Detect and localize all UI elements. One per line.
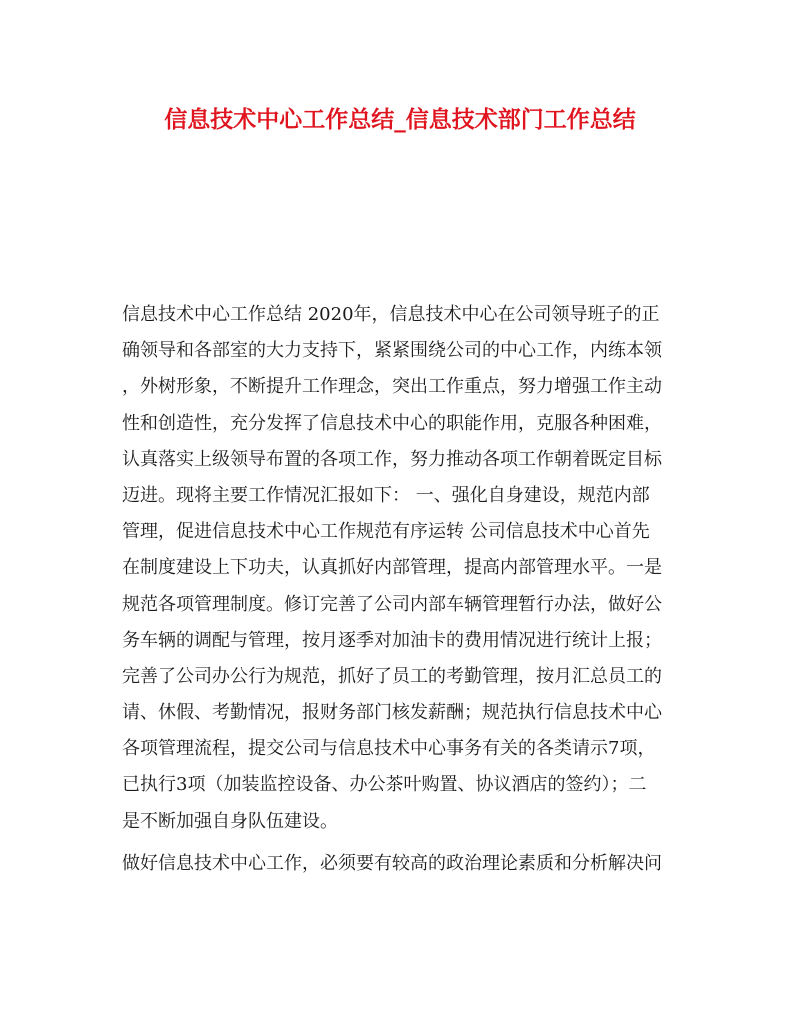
text-line: 确领导和各部室的大力支持下，紧紧围绕公司的中心工作，内练本领 — [122, 340, 662, 362]
document-title: 信息技术中心工作总结_信息技术部门工作总结 — [164, 106, 636, 133]
text-line: 在制度建设上下功夫，认真抓好内部管理，提高内部管理水平。一是 — [122, 557, 662, 579]
text-line: 管理，促进信息技术中心工作规范有序运转 公司信息技术中心首先 — [122, 521, 650, 543]
text-line: 各项管理流程，提交公司与信息技术中心事务有关的各类请示7项， — [122, 738, 656, 760]
text-line: 务车辆的调配与管理，按月逐季对加油卡的费用情况进行统计上报； — [122, 629, 662, 651]
text-line: 请、休假、考勤情况，报财务部门核发薪酬；规范执行信息技术中心 — [122, 702, 662, 724]
text-line: 性和创造性，充分发挥了信息技术中心的职能作用，克服各种困难， — [122, 412, 662, 434]
text-line: 完善了公司办公行为规范，抓好了员工的考勤管理，按月汇总员工的 — [122, 665, 662, 687]
paragraph-1 — [122, 297, 682, 840]
text-line: ，外树形象，不断提升工作理念，突出工作重点，努力增强工作主动 — [122, 376, 662, 398]
text-line: 规范各项管理制度。修订完善了公司内部车辆管理暂行办法，做好公 — [122, 593, 662, 615]
text-line: 迈进。现将主要工作情况汇报如下： 一、强化自身建设，规范内部 — [122, 484, 650, 506]
text-line: 认真落实上级领导布置的各项工作，努力推动各项工作朝着既定目标 — [122, 448, 662, 470]
text-line: 已执行3项（加装监控设备、办公茶叶购置、协议酒店的签约）；二 — [122, 774, 647, 796]
text-line: 是不断加强自身队伍建设。 — [122, 810, 338, 832]
text-line: 信息技术中心工作总结 2020年，信息技术中心在公司领导班子的正 — [122, 304, 660, 325]
paragraph-2 — [122, 846, 682, 882]
text-line: 做好信息技术中心工作，必须要有较高的政治理论素质和分析解决问 — [122, 852, 662, 874]
document-body — [122, 297, 682, 882]
